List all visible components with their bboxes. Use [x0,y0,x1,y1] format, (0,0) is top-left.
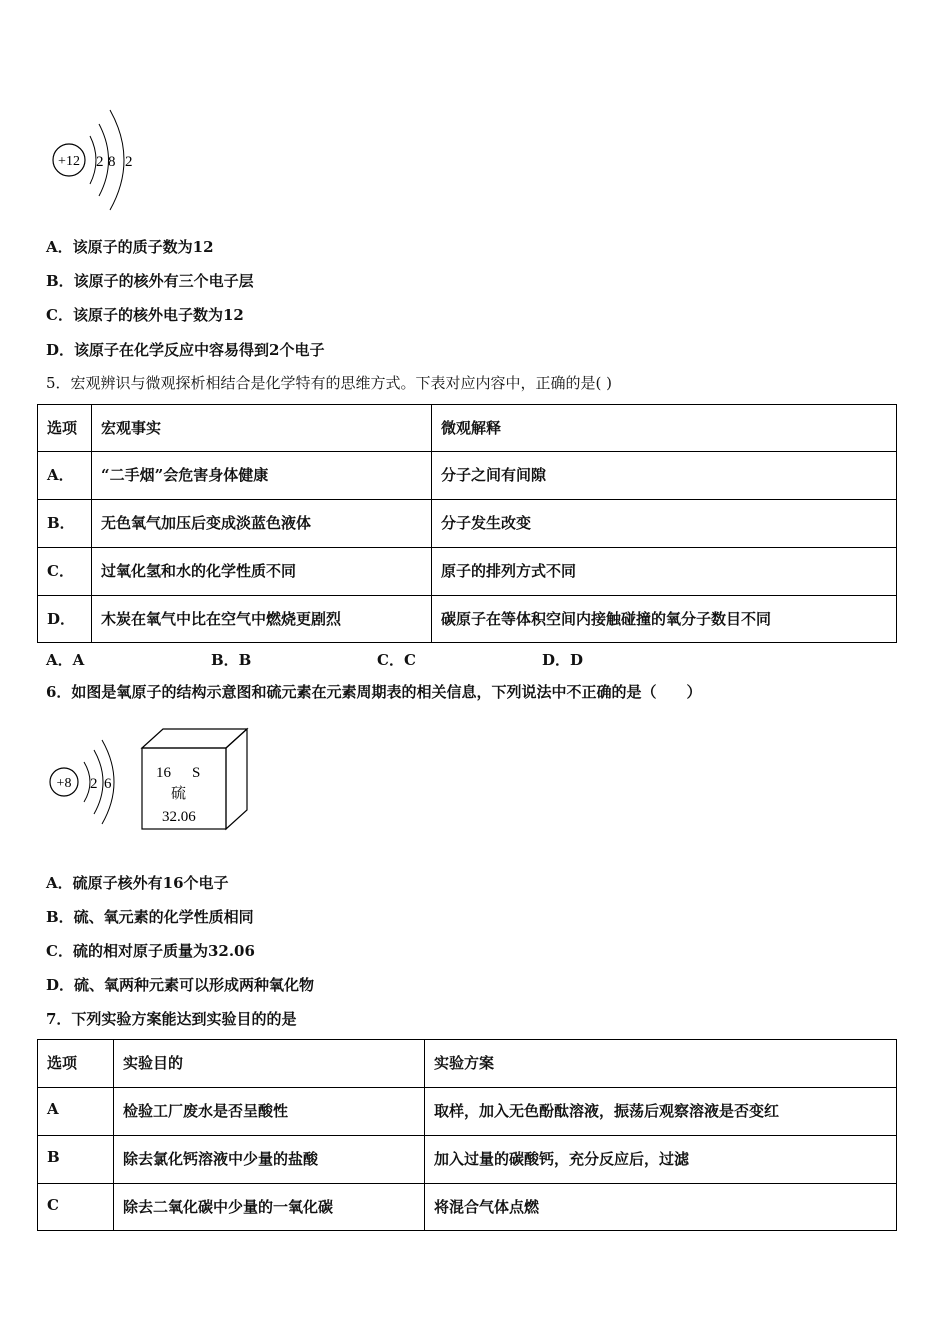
table-cell: 加入过量的碳酸钙，充分反应后，过滤 [425,1136,897,1184]
element-symbol: S [192,765,201,781]
table-row [38,1136,897,1184]
table-cell: 分子发生改变 [432,500,897,548]
table-cell: 原子的排列方式不同 [432,548,897,596]
q4-option-d: D．该原子在化学反应中容易得到2个电子 [46,341,325,359]
nucleus-charge: +8 [56,776,72,791]
table-cell: C． [38,548,92,596]
q4-option-b: B．该原子的核外有三个电子层 [46,272,254,290]
atomic-mass: 32.06 [162,809,196,825]
table-row [38,500,897,548]
answer-choice-c: C．C [377,651,416,669]
table-header-row [38,405,897,452]
q6-stem: 6．如图是氧原子的结构示意图和硫元素在元素周期表的相关信息，下列说法中不正确的是（ ） [46,683,702,701]
q6-option-c: C．硫的相对原子质量为32.06 [46,942,255,960]
q6-option-a: A．硫原子核外有16个电子 [46,874,229,892]
table-row [38,1088,897,1136]
oxygen-atom-structure-diagram [46,736,126,828]
q4-option-a: A．该原子的质子数为12 [46,238,214,256]
table-header-cell: 实验目的 [114,1040,425,1088]
table-header-cell: 实验方案 [425,1040,897,1088]
atomic-number: 16 [156,765,171,781]
table-cell: 分子之间有间隙 [432,452,897,500]
cube-top-face [142,729,247,748]
shell-count-1: 2 [90,776,98,792]
table-cell: 过氧化氢和水的化学性质不同 [92,548,432,596]
table-cell: “二手烟”会危害身体健康 [92,452,432,500]
shell-count-3: 2 [125,154,133,170]
table-row [38,1184,897,1231]
element-name: 硫 [171,786,187,802]
table-row [38,548,897,596]
table-header-cell: 选项 [38,1040,114,1088]
q7-table [37,1039,897,1231]
magnesium-atom-structure-diagram [46,100,146,218]
table-cell: 除去二氧化碳中少量的一氧化碳 [114,1184,425,1231]
table-header-cell: 选项 [38,405,92,452]
sulfur-element-card [137,726,252,832]
q6-option-b: B．硫、氧元素的化学性质相同 [46,908,254,926]
table-header-cell: 微观解释 [432,405,897,452]
cube-side-face [226,729,247,829]
table-cell: 碳原子在等体积空间内接触碰撞的氧分子数目不同 [432,596,897,643]
table-cell: B [38,1136,114,1184]
shell-count-1: 2 [96,154,104,170]
table-cell: 检验工厂废水是否呈酸性 [114,1088,425,1136]
q5-stem: 5．宏观辨识与微观探析相结合是化学特有的思维方式。下表对应内容中，正确的是( ) [46,374,613,392]
q5-table [37,404,897,643]
nucleus-charge: +12 [58,154,80,169]
shell-count-2: 8 [108,154,116,170]
table-cell: D． [38,596,92,643]
table-cell: 无色氧气加压后变成淡蓝色液体 [92,500,432,548]
table-row [38,452,897,500]
table-cell: 木炭在氧气中比在空气中燃烧更剧烈 [92,596,432,643]
table-header-cell: 宏观事实 [92,405,432,452]
table-row [38,596,897,643]
answer-choice-a: A．A [46,651,85,669]
table-cell: C [38,1184,114,1231]
table-cell: 取样，加入无色酚酞溶液，振荡后观察溶液是否变红 [425,1088,897,1136]
table-cell: A． [38,452,92,500]
table-header-row [38,1040,897,1088]
q6-option-d: D．硫、氧两种元素可以形成两种氧化物 [46,976,315,994]
q4-option-c: C．该原子的核外电子数为12 [46,306,244,324]
table-cell: A [38,1088,114,1136]
q7-stem: 7．下列实验方案能达到实验目的的是 [46,1010,297,1028]
table-cell: 将混合气体点燃 [425,1184,897,1231]
shell-count-2: 6 [104,776,112,792]
answer-choice-d: D．D [542,651,584,669]
answer-choice-b: B．B [211,651,252,669]
table-cell: B． [38,500,92,548]
table-cell: 除去氯化钙溶液中少量的盐酸 [114,1136,425,1184]
